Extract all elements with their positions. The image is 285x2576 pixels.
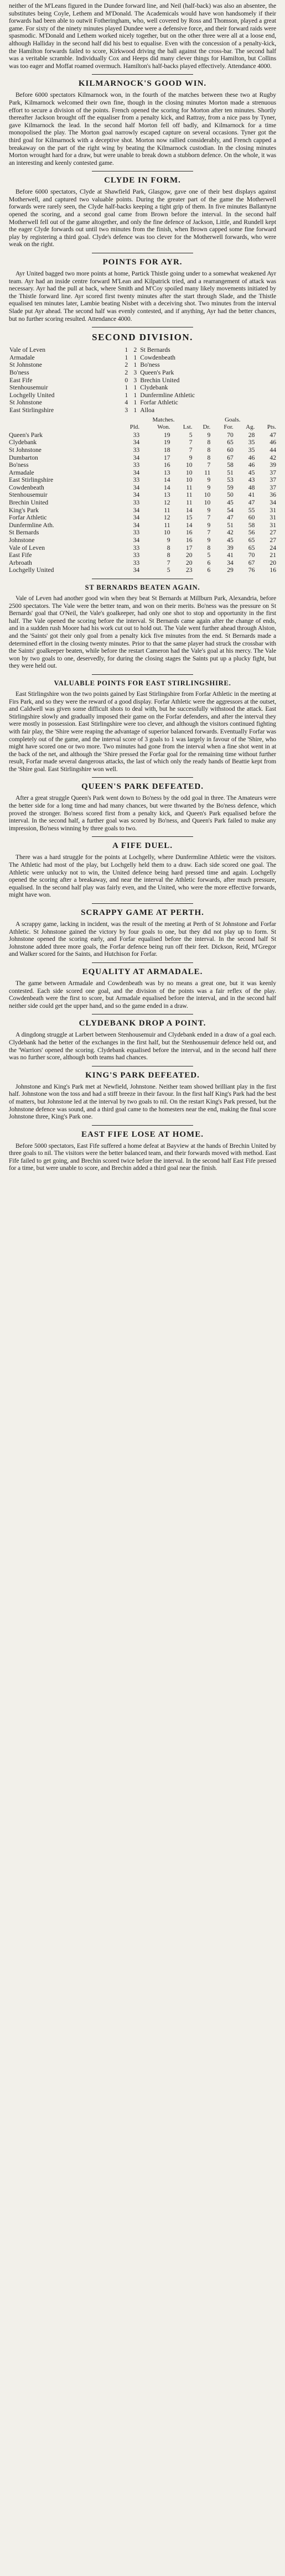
stat-cell: 10 — [185, 461, 193, 469]
stat-cell: 6 — [207, 559, 211, 566]
table-row — [9, 566, 276, 574]
stat-cell: 8 — [207, 544, 211, 551]
stat-cell: 31 — [270, 514, 276, 522]
stat-cell: 65 — [227, 439, 234, 446]
stat-cell: 65 — [248, 544, 255, 551]
stat-cell: 20 — [185, 551, 193, 559]
article-divider — [92, 674, 193, 675]
stat-cell: 43 — [248, 476, 255, 484]
second-division-heading: SECOND DIVISION. — [92, 332, 193, 343]
stat-cell: 8 — [167, 551, 170, 559]
stat-cell: 31 — [270, 506, 276, 514]
team-name: Brechin United — [9, 499, 49, 507]
article-paragraph: Vale of Leven had another good win when they beat St Bernards at Millburn Park, Alexandria, before 2500 spectators. The Vale were the better team, and won on their merits. Bo'ness was the pressure on St Bernards' goal that O'Neil, the Vale's goalkeeper, had only one shot to stop and opportunity in the first half. The Vale opened the scoring before the interval. St Bernards came again after the change of ends, and in a sudden rush Moore had his work cut out to hold out. The Vale went further ahead through Alston, and the 'Saints' got their only goal from a penalty kick five minutes from the end. St Bernards made a determined effort in the closing twenty minutes. Prior to that the same player had struck the crossbar with the Saints' goalkeeper beaten, while before the restart Cameron had the Vale's goal at his mercy. The Vale won by two goals to one, deservedly, for during the closing stages the Saints put up a plucky fight, but they were held out. — [9, 595, 276, 670]
team-name: Johnstone — [9, 537, 35, 544]
table-row — [9, 491, 276, 499]
stat-cell: 33 — [133, 499, 140, 507]
team-name: Lochgelly United — [9, 566, 54, 574]
intro-report — [9, 2, 276, 70]
table-row — [9, 522, 276, 529]
stat-cell: 28 — [248, 431, 255, 439]
stat-cell: 59 — [227, 483, 234, 491]
team-name: Vale of Leven — [9, 544, 45, 551]
results-list — [9, 346, 276, 414]
stat-cell: 37 — [270, 483, 276, 491]
table-row — [9, 454, 276, 462]
away-score: 1 — [133, 361, 137, 369]
stat-cell: 19 — [163, 431, 170, 439]
away-team: Bo'ness — [140, 361, 160, 369]
stat-cell: 10 — [163, 529, 170, 537]
table-row — [9, 551, 276, 559]
stat-cell: 55 — [248, 506, 255, 514]
stat-cell: 9 — [207, 521, 211, 529]
stat-cell: 8 — [207, 454, 211, 461]
stat-cell: 12 — [163, 514, 170, 522]
stat-cell: 9 — [207, 483, 211, 491]
article-heading: SCRAPPY GAME AT PERTH. — [81, 908, 204, 917]
stat-cell: 58 — [248, 521, 255, 529]
home-team: East Stirlingshire — [9, 406, 54, 414]
home-score: 1 — [125, 384, 128, 392]
result-row — [9, 392, 276, 399]
away-score: 3 — [133, 376, 137, 384]
home-team: Stenhousemuir — [9, 384, 48, 392]
stat-cell: 27 — [270, 537, 276, 544]
stat-cell: 11 — [186, 483, 193, 491]
stat-cell: 45 — [227, 499, 234, 507]
stat-cell: 45 — [227, 537, 234, 544]
stat-cell: 67 — [227, 454, 234, 461]
stat-cell: 39 — [270, 461, 276, 469]
stat-cell: 37 — [270, 469, 276, 476]
stat-cell: 33 — [133, 476, 140, 484]
stat-cell: 34 — [133, 514, 140, 522]
away-team: Dunfermline Athletic — [140, 391, 195, 399]
away-team: Cowdenbeath — [140, 353, 175, 361]
stat-cell: 67 — [248, 559, 255, 566]
column-head: Pld. — [129, 424, 140, 431]
stat-cell: 7 — [167, 559, 170, 566]
home-team: St Johnstone — [9, 361, 42, 369]
stat-cell: 29 — [227, 566, 234, 574]
stat-cell: 76 — [248, 566, 255, 574]
stat-cell: 34 — [133, 521, 140, 529]
result-row — [9, 399, 276, 407]
stat-cell: 33 — [133, 461, 140, 469]
stat-cell: 13 — [163, 491, 170, 499]
article-heading: QUEEN'S PARK DEFEATED. — [81, 782, 204, 792]
article-heading: KING'S PARK DEFEATED. — [85, 1070, 200, 1080]
stat-cell: 45 — [248, 469, 255, 476]
stat-cell: 7 — [207, 514, 211, 522]
stat-cell: 60 — [227, 446, 234, 454]
stat-cell: 33 — [133, 529, 140, 537]
table-row — [9, 476, 276, 484]
stat-cell: 34 — [133, 537, 140, 544]
table-column-header — [9, 424, 276, 431]
stat-cell: 47 — [227, 514, 234, 522]
stat-cell: 33 — [133, 446, 140, 454]
stat-cell: 16 — [163, 461, 170, 469]
stat-cell: 8 — [167, 544, 170, 551]
league-table — [9, 417, 276, 574]
stat-cell: 34 — [227, 559, 234, 566]
stat-cell: 35 — [248, 439, 255, 446]
points-group-label — [255, 417, 276, 424]
column-head: Pts. — [267, 424, 276, 431]
table-row — [9, 544, 276, 552]
home-team: Vale of Leven — [9, 346, 46, 354]
team-name: East Fife — [9, 551, 32, 559]
stat-cell: 16 — [185, 529, 193, 537]
stat-cell: 9 — [207, 537, 211, 544]
stat-cell: 8 — [207, 446, 211, 454]
stat-cell: 9 — [207, 476, 211, 484]
table-row — [9, 514, 276, 522]
stat-cell: 44 — [270, 446, 276, 454]
article-paragraph: A dingdong struggle at Larbert between Stenhousemuir and Clydebank ended in a draw of a goal each. Clydebank had the better of the exchanges in the first half, but the Stenhousemuir defence held out, and the 'Warriors' opened the scoring. Clydebank equalised before the interval, and in the second half there was no further score, although both teams had chances. — [9, 1031, 276, 1061]
stat-cell: 33 — [133, 559, 140, 566]
stat-cell: 60 — [248, 514, 255, 522]
article-paragraph: Ayr United bagged two more points at home, Partick Thistle going under to a somewhat weakened Ayr team. Ayr had an inside centre forward M'Lean and Kilpatrick tried, and a rearrangement of attack was necessary. Ayr had the pull at back, where Smith and M'Coy spoiled many likely movements initiated by the Thistle forward line. Ayr scored first twenty minutes after the start through Slade, and the Thistle equalised ten minutes later, Lambie beating Nisbet with a deceiving shot. Two minutes from the interval Slade put Ayr ahead. The second half was evenly contested, and if anything, Ayr had the better chances, but no further scoring resulted. Attendance 4000. — [9, 270, 276, 322]
article-paragraph: Before 6000 spectators, Clyde at Shawfield Park, Glasgow, gave one of their best displays against Motherwell, and captured two valuable points. During the greater part of the game the Motherwell forwards were rarely seen, the Clyde half-backs keeping a tight grip of them. In five minutes Ballantyne opened the scoring, and a second goal came from Brown before the interval. In the second half Motherwell fell out of the game altogether, and only the fine defence of Jackson, Little, and Rundell kept the eager Clyde forwards out until two minutes from the finish, when Brown capped some fine forward play by registering a third goal. Clyde's defence was too clever for the Motherwell forwards, who were weak on the right. — [9, 188, 276, 248]
stat-cell: 47 — [270, 431, 276, 439]
stat-cell: 7 — [207, 529, 211, 537]
home-score: 1 — [125, 353, 128, 361]
home-score: 4 — [125, 399, 128, 407]
stat-cell: 9 — [207, 506, 211, 514]
away-team: Brechin United — [140, 376, 180, 384]
stat-cell: 34 — [270, 499, 276, 507]
stat-cell: 65 — [248, 537, 255, 544]
stat-cell: 14 — [163, 483, 170, 491]
team-name: King's Park — [9, 506, 39, 514]
stat-cell: 51 — [227, 469, 234, 476]
division-reports — [9, 579, 276, 1172]
table-team-blank — [9, 424, 117, 431]
stat-cell: 11 — [186, 491, 193, 499]
stat-cell: 37 — [270, 476, 276, 484]
stat-cell: 39 — [227, 544, 234, 551]
article-heading: EQUALITY AT ARMADALE. — [82, 967, 203, 976]
article-paragraph: neither of the M'Leans figured in the Dundee forward line, and Neil (half-back) was also an absentee, the substitutes being Coyle, Lethem and M'Donald. The Academicals would have won handsomely if their forwards had been able to outwit Fotheringham, who, well covered by Ross and Thomson, played a great game. For sixty of the ninety minutes played Dundee were a defensive force, and their forward raids were spasmodic. M'Donald and Lethem worked nicely together, but on the other three were all at a loose end, although Halliday in the second half did his best to equalise. Even with the concession of a penalty-kick, the Hamilton forwards failed to score, Kirkwood driving the ball against the cross-bar. The second half was a veritable scramble. Individually Cox and Heeps did many clever things for Hamilton, but Collins was too eager and Moffat roamed overmuch. Hamilton's half-backs played effectively. Attendance 4000. — [9, 2, 276, 70]
team-name: East Stirlingshire — [9, 476, 54, 484]
article-paragraph: Before 5000 spectators, East Fife suffered a home defeat at Bayview at the hands of Brechin United by three goals to nil. The visitors were the better balanced team, and their forwards moved with method. East Fife failed to get going, and Brechin scored twice before the interval. In the second half East Fife pressed for a time, but were unable to score, and Brechin added a third goal near the finish. — [9, 1142, 276, 1172]
away-team: Alloa — [140, 406, 154, 414]
result-row — [9, 384, 276, 392]
stat-cell: 36 — [270, 491, 276, 499]
away-score: 1 — [133, 406, 137, 414]
stat-cell: 58 — [227, 461, 234, 469]
stat-cell: 11 — [186, 499, 193, 507]
home-score: 3 — [125, 406, 128, 414]
home-team: Armadale — [9, 353, 35, 361]
stat-cell: 70 — [248, 551, 255, 559]
team-name: Dunfermline Ath. — [9, 521, 54, 529]
matches-group-label: Matches. — [152, 416, 175, 423]
away-score: 1 — [133, 391, 137, 399]
away-score: 2 — [133, 346, 137, 354]
stat-cell: 27 — [270, 529, 276, 537]
article-paragraph: East Stirlingshire won the two points gained by East Stirlingshire from Forfar Athletic in the meeting at Firs Park, and so they were the reward of a good display. Forfar Athletic were the aggressors at the outset, and Caldwell was given some difficult shots to deal with, but he successfully withstood the attack. East Stirlingshire slowly and gradually imposed their game on the Forfar defenders, and after the interval they were mostly in possession. East Stirlingshire were too clever, and although the visitors continued fighting with fair play, the 'Shire were reaping the advantage of superior balanced forwards. Eventually Forfar was completely out of the game, and the interval score of 3 goals to 1 was largely in favour of the 'Shire, who might have scored one or two more. Two minutes had gone from the interval when a fine shot went in at the back of the net, and although the 'Shire pressed the Forfar goal for the remaining time without further result, Forfar made several dangerous attacks, the last of which only the ready hands of Beattie kept from the 'Shire goal. East Stirlingshire won well. — [9, 690, 276, 773]
away-score: 1 — [133, 399, 137, 407]
table-group-header — [9, 417, 276, 424]
table-row — [9, 537, 276, 544]
stat-cell: 34 — [133, 483, 140, 491]
stat-cell: 34 — [133, 491, 140, 499]
stat-cell: 47 — [248, 499, 255, 507]
result-row — [9, 354, 276, 362]
stat-cell: 33 — [133, 544, 140, 551]
article-heading: A FIFE DUEL. — [112, 841, 173, 851]
stat-cell: 24 — [270, 544, 276, 551]
article-divider — [92, 777, 193, 778]
away-team: Forfar Athletic — [140, 399, 178, 407]
stat-cell: 34 — [133, 506, 140, 514]
column-head: Dr. — [203, 424, 211, 431]
team-name: St Johnstone — [9, 446, 42, 454]
stat-cell: 16 — [270, 566, 276, 574]
stat-cell: 35 — [248, 446, 255, 454]
articles-top — [9, 74, 276, 322]
stat-cell: 46 — [270, 439, 276, 446]
stat-cell: 9 — [189, 454, 193, 461]
stat-cell: 51 — [227, 521, 234, 529]
stat-cell: 20 — [270, 559, 276, 566]
table-row — [9, 446, 276, 454]
stat-cell: 6 — [207, 566, 211, 574]
away-team: Queen's Park — [140, 368, 174, 376]
result-row — [9, 361, 276, 369]
article-heading: VALUABLE POINTS FOR EAST STIRLINGSHIRE. — [54, 679, 231, 687]
table-row — [9, 431, 276, 439]
stat-cell: 10 — [204, 491, 211, 499]
stat-cell: 9 — [207, 431, 211, 439]
result-row — [9, 346, 276, 354]
stat-cell: 46 — [248, 461, 255, 469]
table-row — [9, 529, 276, 537]
article-heading: ST BERNARDS BEATEN AGAIN. — [85, 584, 200, 591]
stat-cell: 31 — [270, 521, 276, 529]
stat-cell: 14 — [163, 476, 170, 484]
article-paragraph: The game between Armadale and Cowdenbeath was by no means a great one, but it was keenly contested. Each side scored one goal, and the division of the points was a fair reflex of the play. Cowdenbeath were the first to score, but Armadale equalised before the interval, and in the second half neither side could get the upper hand, and so the game ended in a draw. — [9, 979, 276, 1009]
stat-cell: 33 — [133, 551, 140, 559]
team-name: Queen's Park — [9, 431, 43, 439]
stat-cell: 46 — [248, 454, 255, 461]
stat-cell: 17 — [185, 544, 193, 551]
stat-cell: 13 — [163, 469, 170, 476]
stat-cell: 20 — [185, 559, 193, 566]
away-team: Clydebank — [140, 384, 168, 392]
stat-cell: 42 — [270, 454, 276, 461]
article-paragraph: Before 6000 spectators Kilmarnock won, in the fourth of the matches between these two at Rugby Park, Kilmarnock welcomed their own fine, though in the closing minutes Morton made a strenuous effort to secure a division of the points. French opened the scoring for Morton after ten minutes. Shortly thereafter Jackson brought off the equaliser from a penalty kick, and Rattray, from a nice pass by Tyner, gave Kilmarnock the lead. In the second half Morton fell off badly, and Kilmarnock for a time monopolised the play. The Morton goal narrowly escaped capture on several occasions. Tyner got the third goal for Kilmarnock with a deceptive shot. Morton now rallied considerably, and French capped a breakaway on the part of the right wing by beating the Kilmarnock custodian. In the closing minutes Morton wrought hard for a draw, but were unable to break down a stubborn defence. On the whole, it was an interesting and keenly contested game. — [9, 91, 276, 166]
stat-cell: 5 — [189, 431, 193, 439]
stat-cell: 41 — [227, 551, 234, 559]
stat-cell: 19 — [163, 439, 170, 446]
stat-cell: 8 — [207, 439, 211, 446]
article-heading: CLYDEBANK DROP A POINT. — [79, 1019, 206, 1028]
article-heading: EAST FIFE LOSE AT HOME. — [81, 1130, 204, 1139]
result-row — [9, 377, 276, 384]
article-divider — [92, 836, 193, 837]
stat-cell: 50 — [227, 491, 234, 499]
home-team: Lochgelly United — [9, 391, 55, 399]
table-row — [9, 469, 276, 477]
stat-cell: 18 — [163, 446, 170, 454]
table-row — [9, 461, 276, 469]
stat-cell: 12 — [163, 499, 170, 507]
article-paragraph: Johnstone and King's Park met at Newfield, Johnstone. Neither team showed brilliant play in the first half. Johnstone won the toss and had a stiff breeze in their favour. In the first half King's Park had the best of matters, but Johnstone led at the interval by two goals to nil. On the restart King's Park pressed, but the Johnstone defence was sound, and a third goal came to the homesters near the end, making the final score Johnstone three, King's Park one. — [9, 1083, 276, 1121]
stat-cell: 9 — [167, 537, 170, 544]
article-divider — [92, 1125, 193, 1126]
home-team: East Fife — [9, 376, 33, 384]
article-paragraph: A scrappy game, lacking in incident, was the result of the meeting at Perth of St Johnstone and Forfar Athletic. St Johnstone gained the victory by four goals to one, but they did not play up to form. St Johnstone opened the scoring early, and Forfar equalised before the interval. In the second half St Johnstone added three more goals, the Forfar defence being run off their feet. Dickson, Reid, M'Gregor and Walker scored for the Saints, and Hutchison for Forfar. — [9, 920, 276, 958]
table-row — [9, 439, 276, 446]
stat-cell: 10 — [204, 499, 211, 507]
stat-cell: 17 — [163, 454, 170, 461]
team-name: Cowdenbeath — [9, 483, 44, 491]
table-row — [9, 484, 276, 492]
home-score: 2 — [125, 368, 128, 376]
table-row — [9, 507, 276, 514]
team-name: Stenhousemuir — [9, 491, 48, 499]
article-heading: KILMARNOCK'S GOOD WIN. — [78, 79, 207, 89]
result-row — [9, 369, 276, 377]
table-row — [9, 559, 276, 567]
article-divider — [92, 903, 193, 904]
team-name: Clydebank — [9, 439, 37, 446]
stat-cell: 14 — [185, 521, 193, 529]
league-table-wrap — [9, 417, 276, 574]
stat-cell: 21 — [270, 551, 276, 559]
team-name: St Bernards — [9, 529, 39, 537]
stat-cell: 11 — [204, 469, 211, 476]
stat-cell: 34 — [133, 439, 140, 446]
stat-cell: 56 — [248, 529, 255, 537]
team-name: Armadale — [9, 469, 34, 476]
article-heading: CLYDE IN FORM. — [104, 176, 181, 185]
away-team: St Bernards — [140, 346, 170, 354]
stat-cell: 7 — [207, 461, 211, 469]
article-divider — [92, 962, 193, 963]
stat-cell: 23 — [185, 566, 193, 574]
stat-cell: 33 — [133, 431, 140, 439]
home-team: Bo'ness — [9, 368, 29, 376]
article-divider — [92, 74, 193, 75]
table-row — [9, 499, 276, 507]
stat-cell: 11 — [164, 506, 170, 514]
stat-cell: 11 — [164, 521, 170, 529]
article-paragraph: After a great struggle Queen's Park went down to Bo'ness by the odd goal in three. The Amateurs were the better side for a long time and had many chances, but were thwarted by the Bo'ness defence, which proved the stronger. Bo'ness scored first from a penalty kick, and Queen's Park equalised before the interval. In the second half, a further goal was scored by Bo'ness, and Queen's Park failed to make any impression, Bo'ness winning by three goals to two. — [9, 794, 276, 832]
stat-cell: 15 — [185, 514, 193, 522]
stat-cell: 14 — [185, 506, 193, 514]
column-head: For. — [224, 424, 234, 431]
article-heading: POINTS FOR AYR. — [102, 258, 183, 267]
stat-cell: 54 — [227, 506, 234, 514]
home-team: St Johnstone — [9, 399, 42, 407]
result-row — [9, 407, 276, 414]
goals-group-label: Goals. — [225, 416, 241, 423]
column-head: Lst. — [183, 424, 193, 431]
stat-cell: 34 — [133, 469, 140, 476]
stat-cell: 53 — [227, 476, 234, 484]
stat-cell: 42 — [227, 529, 234, 537]
team-name: Forfar Athletic — [9, 514, 47, 522]
stat-cell: 34 — [133, 566, 140, 574]
team-name: Bo'ness — [9, 461, 29, 469]
team-name: Dumbarton — [9, 454, 38, 461]
stat-cell: 7 — [189, 439, 193, 446]
home-score: 2 — [125, 361, 128, 369]
stat-cell: 41 — [248, 491, 255, 499]
stat-cell: 34 — [133, 454, 140, 461]
home-score: 0 — [125, 376, 128, 384]
stat-cell: 5 — [207, 551, 211, 559]
newspaper-column — [0, 0, 285, 1172]
away-score: 1 — [133, 353, 137, 361]
article-paragraph: There was a hard struggle for the points at Lochgelly, where Dunfermline Athletic were the visitors. The Athletic had most of the play, but Lochgelly held them to a draw. Each side scored one goal. The Athletic were unlucky not to win, the United defence being hard pressed time and again. Lochgelly opened the scoring after a breakaway, and near the interval the Athletic forwards, after much pressure, equalised. In the second half play was fairly even, and the United, who were the more effective forwards, might have won. — [9, 854, 276, 899]
home-score: 1 — [125, 391, 128, 399]
column-head: Won. — [157, 424, 170, 431]
away-score: 3 — [133, 368, 137, 376]
stat-cell: 48 — [248, 483, 255, 491]
stat-cell: 7 — [189, 446, 193, 454]
stat-cell: 70 — [227, 431, 234, 439]
team-name: Arbroath — [9, 559, 32, 566]
stat-cell: 5 — [167, 566, 170, 574]
away-score: 1 — [133, 384, 137, 392]
home-score: 1 — [125, 346, 128, 354]
stat-cell: 16 — [185, 537, 193, 544]
stat-cell: 10 — [185, 469, 193, 476]
table-team-col-head — [9, 417, 117, 424]
stat-cell: 10 — [185, 476, 193, 484]
column-head: Ag. — [246, 424, 255, 431]
